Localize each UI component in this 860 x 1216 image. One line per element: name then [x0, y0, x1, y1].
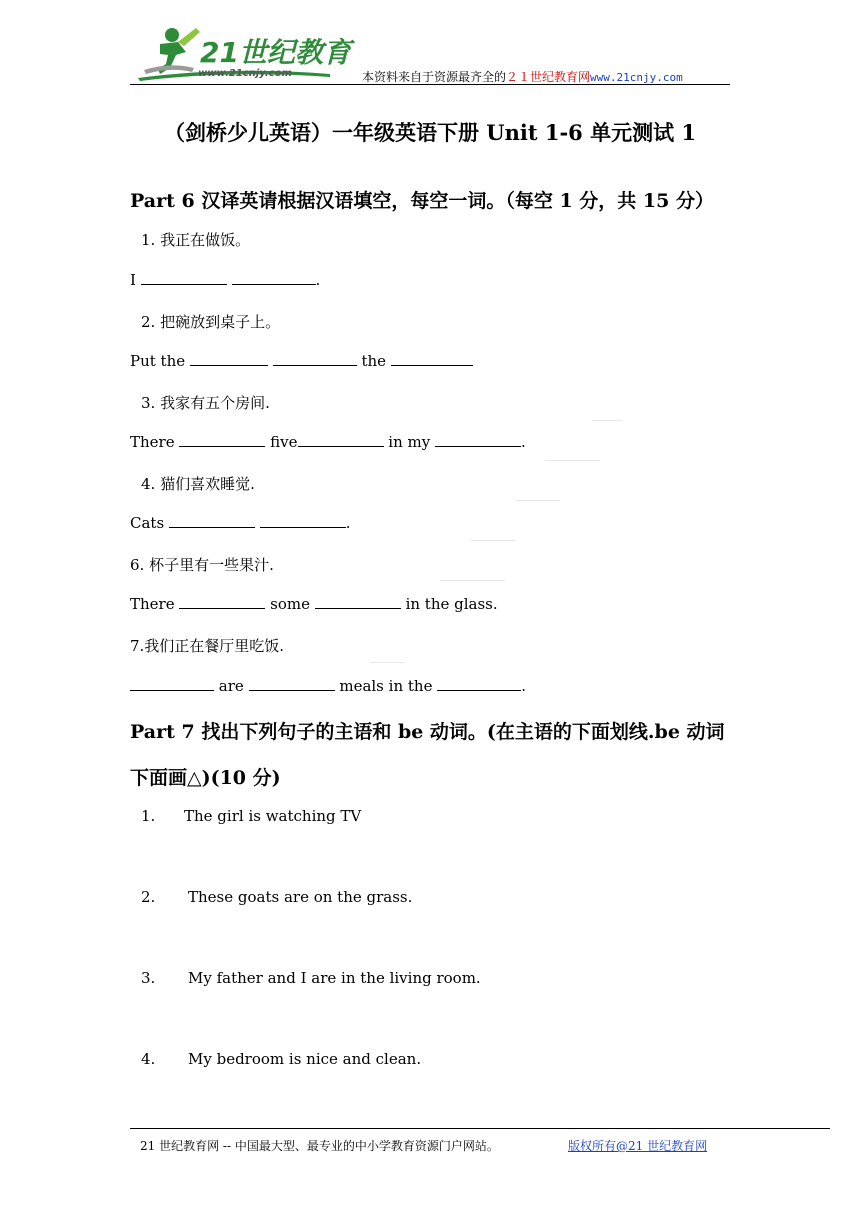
- scan-artifact: [515, 500, 560, 501]
- part6-q4: 4. 猫们喜欢睡觉.: [141, 475, 255, 493]
- answer-text: in the glass.: [405, 595, 498, 613]
- answer-text: .: [315, 271, 321, 289]
- answer-text: five: [270, 433, 298, 451]
- part6-q6: 6. 杯子里有一些果汁.: [130, 556, 274, 574]
- answer-text: There: [130, 433, 175, 451]
- part6-heading: Part 6 汉译英请根据汉语填空，每空一词。（每空 1 分，共 15 分）: [130, 190, 714, 212]
- answer-text: meals in the: [339, 677, 433, 695]
- answer-blank[interactable]: [190, 352, 268, 366]
- header-note-prefix: 本资料来自于资源最齐全的: [362, 70, 507, 84]
- part6-a2: [130, 352, 473, 370]
- header-note: [362, 68, 683, 85]
- answer-blank[interactable]: [298, 433, 384, 447]
- page-title: （剑桥少儿英语）一年级英语下册 Unit 1-6 单元测试 1: [163, 120, 697, 145]
- part6-a4: [130, 514, 351, 532]
- answer-text: I: [130, 271, 136, 289]
- part7-item-text: My father and I are in the living room.: [188, 969, 481, 987]
- answer-blank[interactable]: [141, 271, 227, 285]
- part6-q2: 2. 把碗放到桌子上。: [141, 313, 281, 331]
- answer-text: some: [270, 595, 310, 613]
- answer-text: There: [130, 595, 175, 613]
- answer-text: the: [361, 352, 387, 370]
- answer-text: .: [521, 433, 526, 451]
- answer-text: Put the: [130, 352, 186, 370]
- part7-heading-line1: Part 7 找出下列句子的主语和 be 动词。(在主语的下面划线.be 动词: [130, 721, 725, 743]
- scan-artifact: [370, 662, 405, 663]
- answer-blank[interactable]: [130, 677, 214, 691]
- part6-a7: [130, 677, 526, 695]
- answer-text: Cats: [130, 514, 165, 532]
- part7-item-number: 1.: [141, 807, 156, 825]
- part6-q1: 1. 我正在做饭。: [141, 231, 251, 249]
- answer-blank[interactable]: [232, 271, 316, 285]
- part6-a6: [130, 595, 498, 613]
- scan-artifact: [592, 420, 622, 421]
- answer-blank[interactable]: [391, 352, 473, 366]
- part6-a1: [130, 271, 320, 289]
- answer-blank[interactable]: [437, 677, 521, 691]
- scan-artifact: [545, 460, 600, 461]
- part7-item-number: 3.: [141, 969, 156, 987]
- answer-text: .: [345, 514, 351, 532]
- header-note-url[interactable]: www.21cnjy.com: [590, 71, 683, 84]
- answer-blank[interactable]: [179, 433, 265, 447]
- part7-item-text: These goats are on the grass.: [188, 888, 413, 906]
- answer-text: are: [218, 677, 244, 695]
- answer-text: .: [521, 677, 527, 695]
- answer-blank[interactable]: [179, 595, 265, 609]
- header-rule: [130, 84, 730, 85]
- part6-a3: [130, 433, 526, 451]
- logo-text: 21世纪教育: [200, 36, 351, 69]
- footer-copyright-link[interactable]: 版权所有@21 世纪教育网: [568, 1139, 708, 1153]
- scan-artifact: [440, 580, 505, 581]
- header-note-site[interactable]: ２１世纪教育网: [506, 70, 591, 84]
- part7-heading-line2: 下面画△)(10 分): [130, 767, 281, 789]
- footer-rule: [130, 1128, 830, 1129]
- answer-blank[interactable]: [260, 514, 346, 528]
- site-logo: [130, 22, 351, 84]
- part6-q7: 7.我们正在餐厅里吃饭.: [130, 637, 285, 655]
- answer-blank[interactable]: [435, 433, 521, 447]
- logo-url-text: www.21cnjy.com: [198, 68, 292, 79]
- answer-text: in my: [388, 433, 431, 451]
- part7-item-number: 4.: [141, 1050, 156, 1068]
- part6-q3: 3. 我家有五个房间.: [141, 394, 270, 412]
- answer-blank[interactable]: [315, 595, 401, 609]
- part7-item-text: My bedroom is nice and clean.: [188, 1050, 422, 1068]
- answer-blank[interactable]: [249, 677, 335, 691]
- answer-blank[interactable]: [169, 514, 255, 528]
- part7-item-number: 2.: [141, 888, 156, 906]
- footer-text: 21 世纪教育网 -- 中国最大型、最专业的中小学教育资源门户网站。: [140, 1139, 499, 1153]
- answer-blank[interactable]: [273, 352, 357, 366]
- part7-item-text: The girl is watching TV: [184, 807, 362, 825]
- scan-artifact: [470, 540, 515, 541]
- runner-logo-icon: [130, 22, 351, 84]
